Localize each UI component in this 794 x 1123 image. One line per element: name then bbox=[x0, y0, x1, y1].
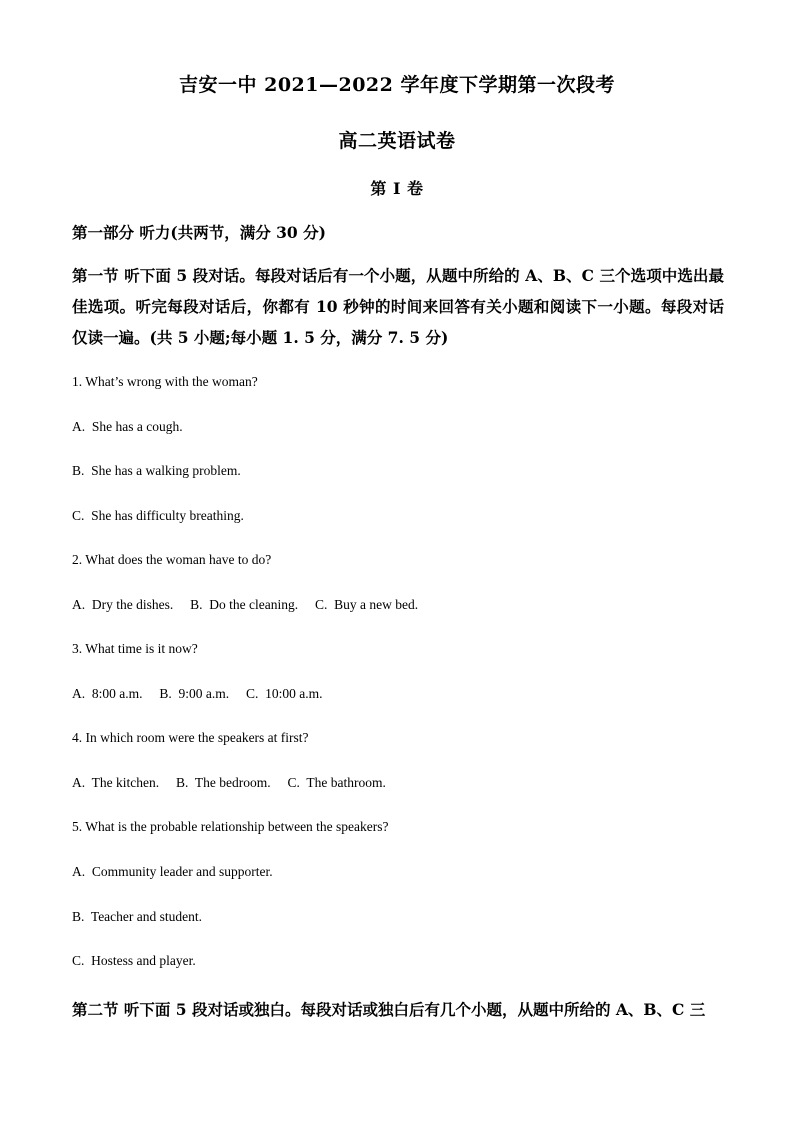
q2-options: A. Dry the dishes. B. Do the cleaning. C. Buy a new bed. bbox=[72, 597, 419, 612]
q5-option-a: A. Community leader and supporter. bbox=[72, 864, 273, 879]
section1-instructions: 第一节 听下面 5 段对话。每段对话后有一个小题，从题中所给的 A、B、C 三个选项中选出最佳选项。听完每段对话后，你都有 10 秒钟的时间来回答有关小题和阅读下一小题。每段对话仅读一遍。(共 5 小题;每小题 1. 5 分，满分 7. 5 分) bbox=[72, 266, 724, 347]
q5-option-c: C. Hostess and player. bbox=[72, 953, 196, 968]
q3-options: A. 8:00 a.m. B. 9:00 a.m. C. 10:00 a.m. bbox=[72, 686, 323, 701]
q5-stem: 5. What is the probable relationship between the speakers? bbox=[72, 819, 389, 834]
exam-title: 吉安一中 2021—2022 学年度下学期第一次段考 bbox=[179, 74, 615, 96]
q5-option-b: B. Teacher and student. bbox=[72, 909, 203, 924]
q4-options: A. The kitchen. B. The bedroom. C. The bathroom. bbox=[72, 775, 386, 790]
q1-option-b: B. She has a walking problem. bbox=[72, 463, 241, 478]
part1-heading: 第一部分 听力(共两节，满分 30 分) bbox=[72, 223, 326, 242]
q1-option-c: C. She has difficulty breathing. bbox=[72, 508, 244, 523]
q1-option-a: A. She has a cough. bbox=[72, 419, 183, 434]
exam-subtitle: 高二英语试卷 bbox=[338, 130, 456, 152]
section2-instructions: 第二节 听下面 5 段对话或独白。每段对话或独白后有几个小题，从题中所给的 A、B、C 三 bbox=[72, 1000, 706, 1019]
q1-stem: 1. What’s wrong with the woman? bbox=[72, 374, 258, 389]
q2-stem: 2. What does the woman have to do? bbox=[72, 552, 272, 567]
volume-label: 第 I 卷 bbox=[370, 179, 424, 198]
q4-stem: 4. In which room were the speakers at first? bbox=[72, 730, 309, 745]
q3-stem: 3. What time is it now? bbox=[72, 641, 198, 656]
